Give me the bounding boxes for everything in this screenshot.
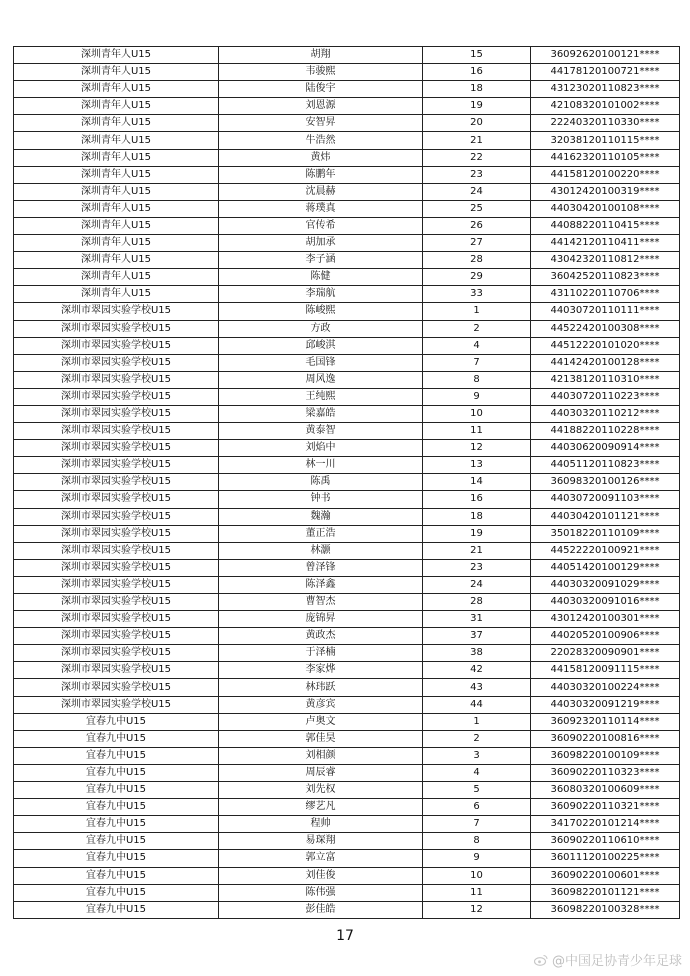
jersey-number-cell: 29: [423, 269, 531, 286]
id-number-cell: 43110220110706****: [531, 286, 680, 303]
id-number-cell: 35018220110109****: [531, 525, 680, 542]
jersey-number-cell: 9: [423, 388, 531, 405]
id-number-cell: 44030320091029****: [531, 576, 680, 593]
jersey-number-cell: 8: [423, 833, 531, 850]
table-row: [14, 183, 680, 200]
id-number-cell: 44178120100721****: [531, 64, 680, 81]
table-row: [14, 542, 680, 559]
id-number-cell: 36090220100816****: [531, 730, 680, 747]
id-number-cell: 44030320110212****: [531, 405, 680, 422]
player-name-cell: 陈伟强: [219, 884, 423, 901]
id-number-cell: 43042320110812****: [531, 252, 680, 269]
team-cell: 深圳市翠园实验学校U15: [14, 371, 219, 388]
jersey-number-cell: 5: [423, 782, 531, 799]
table-row: [14, 525, 680, 542]
table-row: [14, 252, 680, 269]
team-cell: 深圳青年人U15: [14, 47, 219, 64]
id-number-cell: 36098220101121****: [531, 884, 680, 901]
id-number-cell: 44142420100128****: [531, 354, 680, 371]
player-name-cell: 陈鹏年: [219, 166, 423, 183]
jersey-number-cell: 28: [423, 594, 531, 611]
jersey-number-cell: 18: [423, 81, 531, 98]
table-row: [14, 217, 680, 234]
table-row: [14, 559, 680, 576]
jersey-number-cell: 37: [423, 628, 531, 645]
player-name-cell: 黄炜: [219, 149, 423, 166]
jersey-number-cell: 44: [423, 696, 531, 713]
table-row: [14, 286, 680, 303]
player-name-cell: 董正浩: [219, 525, 423, 542]
table-row: [14, 371, 680, 388]
jersey-number-cell: 12: [423, 901, 531, 918]
table-row: [14, 98, 680, 115]
jersey-number-cell: 31: [423, 611, 531, 628]
jersey-number-cell: 23: [423, 166, 531, 183]
jersey-number-cell: 42: [423, 662, 531, 679]
team-cell: 深圳市翠园实验学校U15: [14, 628, 219, 645]
id-number-cell: 36090220110321****: [531, 799, 680, 816]
player-name-cell: 胡加承: [219, 235, 423, 252]
id-number-cell: 44030620090914****: [531, 440, 680, 457]
table-row: [14, 200, 680, 217]
jersey-number-cell: 33: [423, 286, 531, 303]
jersey-number-cell: 1: [423, 303, 531, 320]
player-name-cell: 李家烨: [219, 662, 423, 679]
team-cell: 深圳青年人U15: [14, 183, 219, 200]
player-name-cell: 王纯熙: [219, 388, 423, 405]
jersey-number-cell: 8: [423, 371, 531, 388]
team-cell: 宜春九中U15: [14, 764, 219, 781]
jersey-number-cell: 7: [423, 354, 531, 371]
jersey-number-cell: 18: [423, 508, 531, 525]
player-name-cell: 缪艺凡: [219, 799, 423, 816]
team-cell: 宜春九中U15: [14, 747, 219, 764]
jersey-number-cell: 24: [423, 183, 531, 200]
id-number-cell: 44158120091115****: [531, 662, 680, 679]
jersey-number-cell: 24: [423, 576, 531, 593]
team-cell: 深圳市翠园实验学校U15: [14, 474, 219, 491]
team-cell: 深圳市翠园实验学校U15: [14, 508, 219, 525]
id-number-cell: 44522420100308****: [531, 320, 680, 337]
id-number-cell: 36080320100609****: [531, 782, 680, 799]
id-number-cell: 44051120110823****: [531, 457, 680, 474]
team-cell: 深圳青年人U15: [14, 286, 219, 303]
team-cell: 宜春九中U15: [14, 884, 219, 901]
jersey-number-cell: 38: [423, 645, 531, 662]
table-row: [14, 816, 680, 833]
player-name-cell: 郭立富: [219, 850, 423, 867]
jersey-number-cell: 10: [423, 867, 531, 884]
jersey-number-cell: 20: [423, 115, 531, 132]
table-row: [14, 405, 680, 422]
player-name-cell: 卢奥文: [219, 713, 423, 730]
player-name-cell: 刘恩源: [219, 98, 423, 115]
table-row: [14, 388, 680, 405]
jersey-number-cell: 3: [423, 747, 531, 764]
table-row: [14, 47, 680, 64]
team-cell: 深圳青年人U15: [14, 217, 219, 234]
id-number-cell: 36098320100126****: [531, 474, 680, 491]
id-number-cell: 44030320091016****: [531, 594, 680, 611]
player-name-cell: 胡翔: [219, 47, 423, 64]
id-number-cell: 44512220101020****: [531, 337, 680, 354]
team-cell: 宜春九中U15: [14, 799, 219, 816]
player-name-cell: 黄政杰: [219, 628, 423, 645]
jersey-number-cell: 19: [423, 525, 531, 542]
player-name-cell: 黄彦宾: [219, 696, 423, 713]
id-number-cell: 44142120110411****: [531, 235, 680, 252]
table-row: [14, 303, 680, 320]
team-cell: 深圳青年人U15: [14, 81, 219, 98]
team-cell: 深圳市翠园实验学校U15: [14, 559, 219, 576]
player-name-cell: 蒋璞真: [219, 200, 423, 217]
watermark: [534, 950, 682, 969]
jersey-number-cell: 16: [423, 491, 531, 508]
team-cell: 深圳青年人U15: [14, 64, 219, 81]
id-number-cell: 44030720091103****: [531, 491, 680, 508]
player-name-cell: 林灏: [219, 542, 423, 559]
team-cell: 深圳市翠园实验学校U15: [14, 303, 219, 320]
team-cell: 深圳市翠园实验学校U15: [14, 440, 219, 457]
id-number-cell: 32038120110115****: [531, 132, 680, 149]
player-name-cell: 官传希: [219, 217, 423, 234]
table-row: [14, 166, 680, 183]
id-number-cell: 44030720110223****: [531, 388, 680, 405]
id-number-cell: 44051420100129****: [531, 559, 680, 576]
table-row: [14, 747, 680, 764]
table-row: [14, 576, 680, 593]
team-cell: 深圳市翠园实验学校U15: [14, 645, 219, 662]
id-number-cell: 44030320100224****: [531, 679, 680, 696]
player-name-cell: 于泽楠: [219, 645, 423, 662]
team-cell: 深圳青年人U15: [14, 98, 219, 115]
team-cell: 宜春九中U15: [14, 816, 219, 833]
team-cell: 宜春九中U15: [14, 713, 219, 730]
jersey-number-cell: 19: [423, 98, 531, 115]
jersey-number-cell: 10: [423, 405, 531, 422]
roster-table-body: [14, 47, 680, 919]
player-name-cell: 李子涵: [219, 252, 423, 269]
player-name-cell: 曾泽锋: [219, 559, 423, 576]
team-cell: 深圳市翠园实验学校U15: [14, 491, 219, 508]
jersey-number-cell: 22: [423, 149, 531, 166]
jersey-number-cell: 43: [423, 679, 531, 696]
player-name-cell: 刘焰中: [219, 440, 423, 457]
jersey-number-cell: 6: [423, 799, 531, 816]
player-name-cell: 易琛翔: [219, 833, 423, 850]
player-name-cell: 魏瀚: [219, 508, 423, 525]
player-name-cell: 刘相颜: [219, 747, 423, 764]
id-number-cell: 44162320110105****: [531, 149, 680, 166]
player-name-cell: 李瑞航: [219, 286, 423, 303]
jersey-number-cell: 23: [423, 559, 531, 576]
roster-sheet: [13, 46, 679, 919]
jersey-number-cell: 21: [423, 132, 531, 149]
player-name-cell: 牛浩然: [219, 132, 423, 149]
team-cell: 深圳市翠园实验学校U15: [14, 542, 219, 559]
table-row: [14, 833, 680, 850]
team-cell: 深圳市翠园实验学校U15: [14, 388, 219, 405]
table-row: [14, 337, 680, 354]
player-name-cell: 沈晨赫: [219, 183, 423, 200]
id-number-cell: 36090220110610****: [531, 833, 680, 850]
table-row: [14, 611, 680, 628]
id-number-cell: 43012420100301****: [531, 611, 680, 628]
table-row: [14, 628, 680, 645]
watermark-text: @中国足协青少年足球: [551, 954, 682, 969]
team-cell: 深圳青年人U15: [14, 252, 219, 269]
player-name-cell: 钟书: [219, 491, 423, 508]
roster-table: [13, 46, 680, 919]
id-number-cell: 42138120110310****: [531, 371, 680, 388]
table-row: [14, 508, 680, 525]
jersey-number-cell: 26: [423, 217, 531, 234]
player-name-cell: 邱峻淇: [219, 337, 423, 354]
team-cell: 深圳市翠园实验学校U15: [14, 594, 219, 611]
page-number: 17: [336, 928, 354, 944]
team-cell: 宜春九中U15: [14, 850, 219, 867]
team-cell: 宜春九中U15: [14, 782, 219, 799]
id-number-cell: 42108320101002****: [531, 98, 680, 115]
team-cell: 宜春九中U15: [14, 833, 219, 850]
player-name-cell: 陆俊宇: [219, 81, 423, 98]
table-row: [14, 730, 680, 747]
id-number-cell: 44030320091219****: [531, 696, 680, 713]
team-cell: 深圳市翠园实验学校U15: [14, 679, 219, 696]
team-cell: 深圳青年人U15: [14, 149, 219, 166]
player-name-cell: 周风逸: [219, 371, 423, 388]
table-row: [14, 884, 680, 901]
id-number-cell: 22028320090901****: [531, 645, 680, 662]
team-cell: 深圳市翠园实验学校U15: [14, 576, 219, 593]
player-name-cell: 陈峻熙: [219, 303, 423, 320]
id-number-cell: 36092620100121****: [531, 47, 680, 64]
id-number-cell: 43012420100319****: [531, 183, 680, 200]
player-name-cell: 陈禹: [219, 474, 423, 491]
table-row: [14, 662, 680, 679]
table-row: [14, 782, 680, 799]
table-row: [14, 81, 680, 98]
id-number-cell: 44158120100220****: [531, 166, 680, 183]
jersey-number-cell: 4: [423, 764, 531, 781]
table-row: [14, 269, 680, 286]
table-row: [14, 115, 680, 132]
team-cell: 深圳市翠园实验学校U15: [14, 525, 219, 542]
jersey-number-cell: 14: [423, 474, 531, 491]
id-number-cell: 44188220110228****: [531, 423, 680, 440]
id-number-cell: 44522220100921****: [531, 542, 680, 559]
team-cell: 深圳市翠园实验学校U15: [14, 696, 219, 713]
jersey-number-cell: 9: [423, 850, 531, 867]
player-name-cell: 毛国锋: [219, 354, 423, 371]
team-cell: 深圳市翠园实验学校U15: [14, 662, 219, 679]
team-cell: 深圳青年人U15: [14, 200, 219, 217]
jersey-number-cell: 4: [423, 337, 531, 354]
table-row: [14, 64, 680, 81]
jersey-number-cell: 2: [423, 730, 531, 747]
team-cell: 深圳青年人U15: [14, 115, 219, 132]
jersey-number-cell: 16: [423, 64, 531, 81]
id-number-cell: 44030420100108****: [531, 200, 680, 217]
team-cell: 深圳市翠园实验学校U15: [14, 405, 219, 422]
player-name-cell: 安智昇: [219, 115, 423, 132]
jersey-number-cell: 28: [423, 252, 531, 269]
player-name-cell: 曹智杰: [219, 594, 423, 611]
table-row: [14, 850, 680, 867]
table-row: [14, 645, 680, 662]
player-name-cell: 程帅: [219, 816, 423, 833]
team-cell: 宜春九中U15: [14, 867, 219, 884]
jersey-number-cell: 1: [423, 713, 531, 730]
table-row: [14, 320, 680, 337]
player-name-cell: 梁嘉皓: [219, 405, 423, 422]
player-name-cell: 方政: [219, 320, 423, 337]
id-number-cell: 36042520110823****: [531, 269, 680, 286]
player-name-cell: 黄泰智: [219, 423, 423, 440]
team-cell: 宜春九中U15: [14, 730, 219, 747]
table-row: [14, 867, 680, 884]
jersey-number-cell: 15: [423, 47, 531, 64]
table-row: [14, 901, 680, 918]
player-name-cell: 韦骏熙: [219, 64, 423, 81]
team-cell: 深圳市翠园实验学校U15: [14, 457, 219, 474]
team-cell: 深圳市翠园实验学校U15: [14, 337, 219, 354]
team-cell: 深圳青年人U15: [14, 132, 219, 149]
jersey-number-cell: 7: [423, 816, 531, 833]
table-row: [14, 491, 680, 508]
jersey-number-cell: 13: [423, 457, 531, 474]
player-name-cell: 彭佳皓: [219, 901, 423, 918]
player-name-cell: 林一川: [219, 457, 423, 474]
jersey-number-cell: 27: [423, 235, 531, 252]
id-number-cell: 44020520100906****: [531, 628, 680, 645]
player-name-cell: 林玮跃: [219, 679, 423, 696]
table-row: [14, 594, 680, 611]
table-row: [14, 764, 680, 781]
id-number-cell: 36098220100328****: [531, 901, 680, 918]
id-number-cell: 36011120100225****: [531, 850, 680, 867]
table-row: [14, 149, 680, 166]
id-number-cell: 22240320110330****: [531, 115, 680, 132]
team-cell: 深圳市翠园实验学校U15: [14, 354, 219, 371]
player-name-cell: 陈泽鑫: [219, 576, 423, 593]
table-row: [14, 235, 680, 252]
id-number-cell: 44030720110111****: [531, 303, 680, 320]
id-number-cell: 43123020110823****: [531, 81, 680, 98]
player-name-cell: 郭佳昊: [219, 730, 423, 747]
table-row: [14, 354, 680, 371]
jersey-number-cell: 12: [423, 440, 531, 457]
jersey-number-cell: 25: [423, 200, 531, 217]
team-cell: 深圳市翠园实验学校U15: [14, 611, 219, 628]
player-name-cell: 刘先权: [219, 782, 423, 799]
table-row: [14, 713, 680, 730]
table-row: [14, 799, 680, 816]
id-number-cell: 34170220101214****: [531, 816, 680, 833]
table-row: [14, 440, 680, 457]
id-number-cell: 36092320110114****: [531, 713, 680, 730]
table-row: [14, 679, 680, 696]
team-cell: 深圳青年人U15: [14, 166, 219, 183]
team-cell: 深圳青年人U15: [14, 235, 219, 252]
jersey-number-cell: 11: [423, 423, 531, 440]
table-row: [14, 457, 680, 474]
table-row: [14, 696, 680, 713]
id-number-cell: 44088220110415****: [531, 217, 680, 234]
jersey-number-cell: 21: [423, 542, 531, 559]
table-row: [14, 474, 680, 491]
player-name-cell: 庞锦昇: [219, 611, 423, 628]
team-cell: 宜春九中U15: [14, 901, 219, 918]
jersey-number-cell: 2: [423, 320, 531, 337]
id-number-cell: 36098220100109****: [531, 747, 680, 764]
id-number-cell: 36090220100601****: [531, 867, 680, 884]
player-name-cell: 周辰睿: [219, 764, 423, 781]
table-row: [14, 132, 680, 149]
team-cell: 深圳青年人U15: [14, 269, 219, 286]
weibo-icon: [534, 954, 548, 966]
id-number-cell: 36090220110323****: [531, 764, 680, 781]
table-row: [14, 423, 680, 440]
team-cell: 深圳市翠园实验学校U15: [14, 423, 219, 440]
jersey-number-cell: 11: [423, 884, 531, 901]
id-number-cell: 44030420101121****: [531, 508, 680, 525]
player-name-cell: 刘佳俊: [219, 867, 423, 884]
team-cell: 深圳市翠园实验学校U15: [14, 320, 219, 337]
player-name-cell: 陈健: [219, 269, 423, 286]
